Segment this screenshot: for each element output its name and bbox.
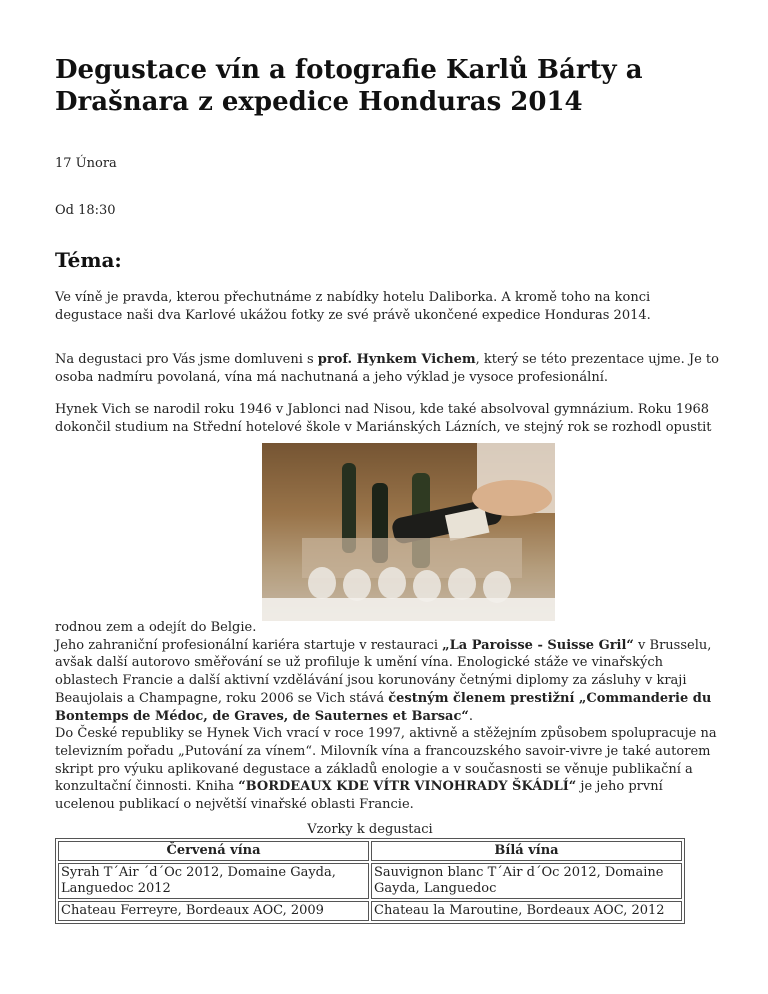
restaurant-name: „La Paroisse - Suisse Gril“ [442,637,634,653]
table-row [58,901,682,921]
bio-career-text-2: v Brusselu, avšak další autorovo směřování se už profiluje k umění vína. Enologické stáže ve vinařských oblastech Francie a další aktivní vzdělávání jsou korunovány četnými diplomy za zásluhy v kraji Beaujolais a Champagne, roku 2006 se Vich stává [55,637,712,706]
page-title: Degustace vín a fotografie Karlů Bárty a Drašnara z expedice Honduras 2014 [55,55,643,117]
red-wine-cell: Syrah T´Air ´d´Oc 2012, Domaine Gayda, Languedoc 2012 [58,863,369,899]
wine-tasting-photo [262,443,555,621]
presenter-text-before: Na degustaci pro Vás jsme domluveni s [55,352,318,367]
presenter-name: prof. Hynkem Vichem [317,352,476,367]
table-row [58,863,682,899]
presenter-paragraph [55,351,720,387]
bio-career-text: Jeho zahraniční profesionální kariéra startuje v restauraci [55,637,443,653]
bio-return-text-2: je jeho první ucelenou publikací o největší vinařské oblasti Francie. [55,779,663,813]
samples-table [55,838,685,924]
table-header-row [58,841,682,861]
bio-paragraph [55,619,720,814]
honorary-membership: čestným členem prestižní „Commanderie du Bontemps de Médoc, de Graves, de Sauternes et Barsac“ [55,690,712,724]
samples-caption: Vzorky k degustaci [307,822,433,837]
bio-line-1: rodnou zem a odejít do Belgie. [55,620,257,635]
bio-start-paragraph: Hynek Vich se narodil roku 1946 v Jablonci nad Nisou, kde také absolvoval gymnázium. Roku 1968 dokončil studium na Střední hotelové škole v Mariánských Lázních, ve stejný rok se rozhodl opustit [55,402,712,435]
presenter-text-after: , který se této prezentace ujme. Je to osoba nadmíru povolaná, vína má nachutnaná a jeho výklad je vysoce profesionální. [55,352,719,385]
white-wine-cell: Chateau la Maroutine, Bordeaux AOC, 2012 [371,901,682,921]
event-date: 17 Února [55,156,117,171]
white-wine-cell: Sauvignon blanc T´Air d´Oc 2012, Domaine Gayda, Languedoc [371,863,682,899]
event-time: Od 18:30 [55,203,116,218]
header-white-wines: Bílá vína [371,841,682,861]
book-title: “BORDEAUX KDE VÍTR VINOHRADY ŠKÁDLÍ“ [238,779,577,795]
intro-paragraph: Ve víně je pravda, kterou přechutnáme z nabídky hotelu Daliborka. A kromě toho na konci degustace naši dva Karlové ukážou fotky ze své právě ukončené expedice Honduras 2014. [55,290,651,323]
theme-heading: Téma: [55,248,122,272]
wine-bottles-glasses-illustration [262,443,555,621]
red-wine-cell: Chateau Ferreyre, Bordeaux AOC, 2009 [58,901,369,921]
bio-return-text: Do České republiky se Hynek Vich vrací v roce 1997, aktivně a stěžejním způsobem spolupracuje na televizním pořadu „Putování za vínem“. Milovník vína a francouzského savoir-vivre je také autorem skript pro výuku aplikované degustace a základů enologie a v současnosti se věnuje publikační a konzultační činnosti. Kniha [55,726,717,795]
bio-career-text-3: . [468,708,473,724]
header-red-wines: Červená vína [58,841,369,861]
